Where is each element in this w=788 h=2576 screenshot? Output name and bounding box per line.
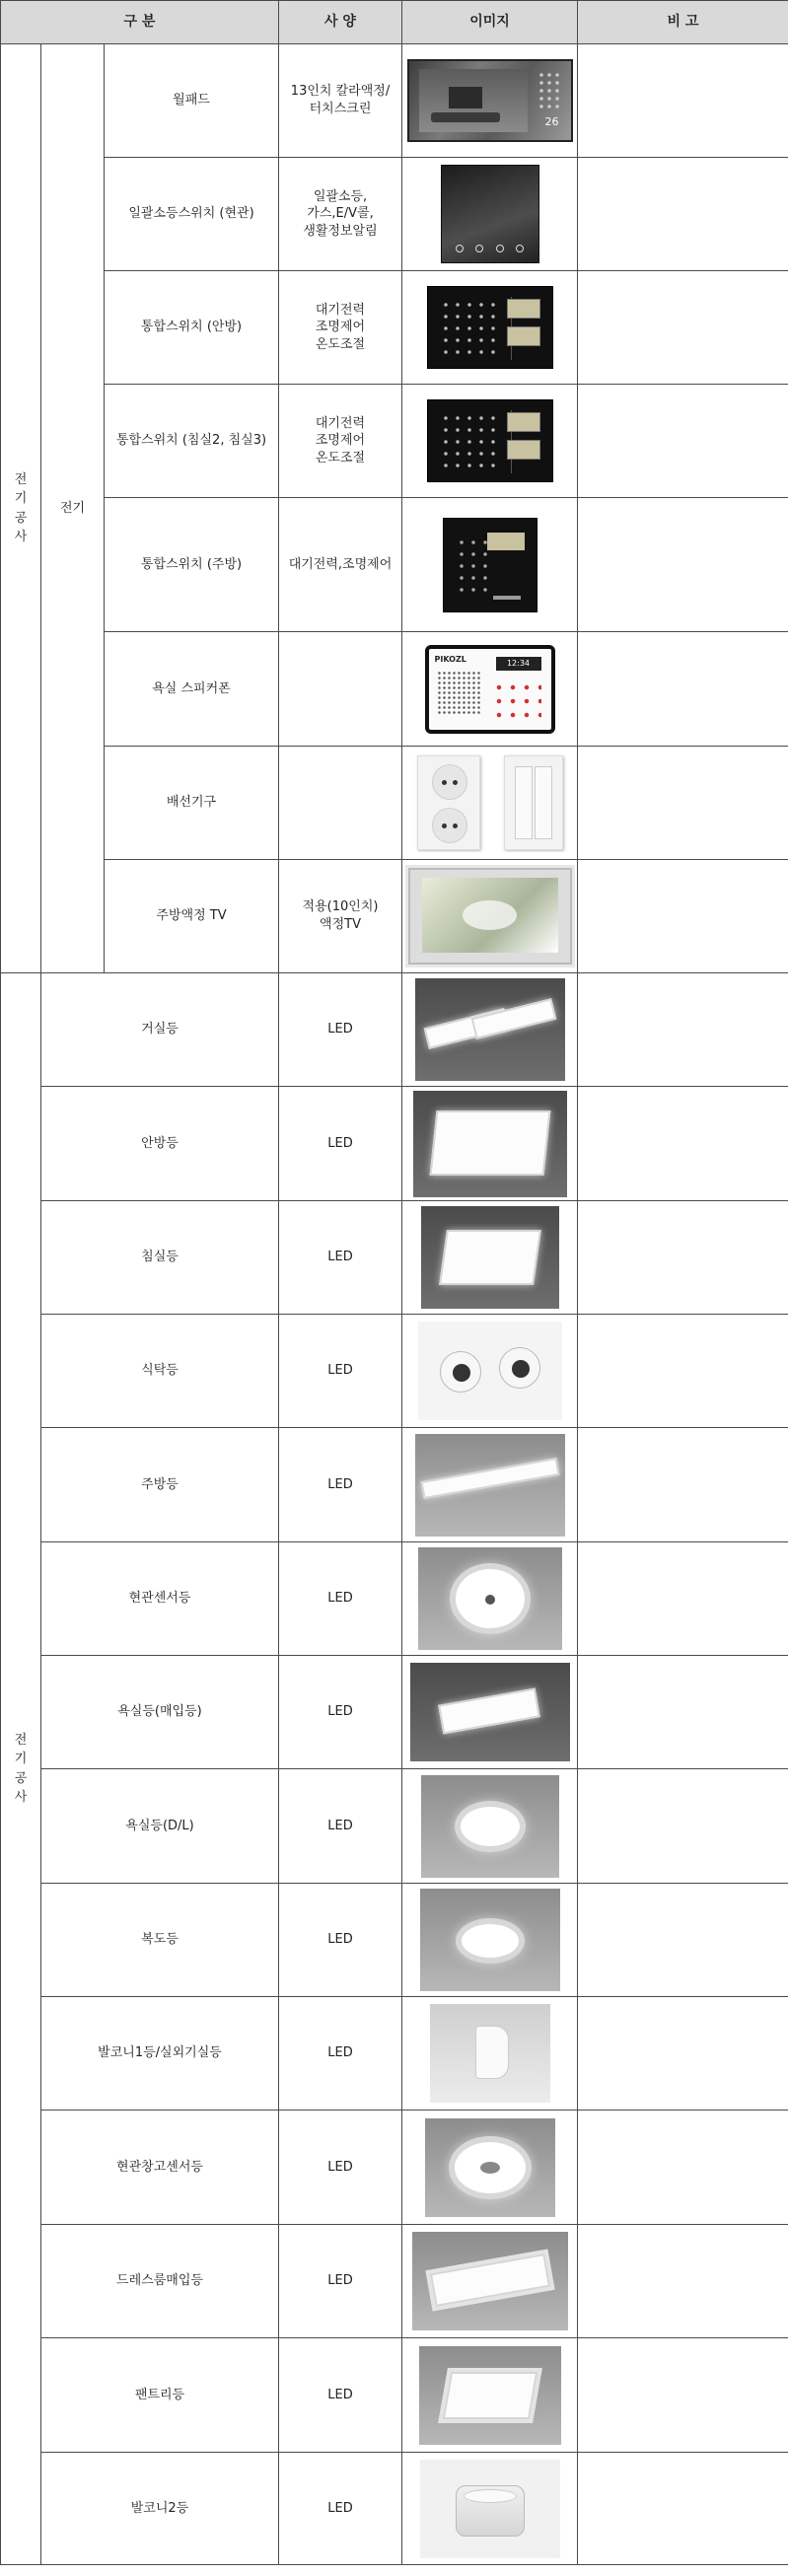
speakerphone-icon: PIKOZL 12:34 — [425, 645, 555, 734]
item-spec: LED — [279, 1884, 402, 1997]
item-name: 팬트리등 — [41, 2338, 279, 2453]
header-category: 구 분 — [1, 1, 279, 44]
item-image — [402, 1769, 578, 1884]
item-name: 통합스위치 (주방) — [105, 498, 279, 632]
item-image — [402, 2111, 578, 2225]
item-name: 식탁등 — [41, 1315, 279, 1428]
item-name: 욕실등(매입등) — [41, 1656, 279, 1769]
item-note — [578, 385, 788, 498]
item-image — [402, 2225, 578, 2338]
item-image — [402, 632, 578, 747]
item-spec: 13인치 칼라액정/ 터치스크린 — [279, 44, 402, 158]
item-spec: LED — [279, 2225, 402, 2338]
item-note — [578, 2225, 788, 2338]
item-image — [402, 2453, 578, 2565]
table-row — [1, 385, 788, 498]
item-note — [578, 498, 788, 632]
item-name: 발코니1등/실외기실등 — [41, 1997, 279, 2111]
recessed-light-icon — [419, 2346, 561, 2445]
item-name: 통합스위치 (안방) — [105, 271, 279, 385]
recessed-light-icon — [410, 1663, 570, 1761]
table-row — [1, 747, 788, 860]
item-spec: LED — [279, 1997, 402, 2111]
item-note — [578, 747, 788, 860]
downlight-icon — [420, 1889, 560, 1991]
item-spec: LED — [279, 1769, 402, 1884]
item-spec: LED — [279, 1201, 402, 1315]
item-image — [402, 271, 578, 385]
item-name: 욕실등(D/L) — [41, 1769, 279, 1884]
item-name: 현관센서등 — [41, 1542, 279, 1656]
item-spec: LED — [279, 1656, 402, 1769]
item-name: 침실등 — [41, 1201, 279, 1315]
item-note — [578, 44, 788, 158]
item-note — [578, 2338, 788, 2453]
item-note — [578, 1884, 788, 1997]
item-name: 현관창고센서등 — [41, 2111, 279, 2225]
item-note — [578, 632, 788, 747]
ceiling-light-icon — [413, 1091, 567, 1197]
table-header-row — [1, 1, 788, 44]
item-image — [402, 1542, 578, 1656]
item-name: 주방액정 TV — [105, 860, 279, 973]
item-name: 드레스룸매입등 — [41, 2225, 279, 2338]
tv-icon — [405, 865, 575, 967]
item-spec: 적용(10인치) 액정TV — [279, 860, 402, 973]
table-row — [1, 498, 788, 632]
table-row — [1, 1884, 788, 1997]
item-spec: 대기전력,조명제어 — [279, 498, 402, 632]
item-spec: LED — [279, 1087, 402, 1201]
item-image — [402, 1428, 578, 1542]
table-row — [1, 1087, 788, 1201]
item-note — [578, 158, 788, 271]
item-spec: 대기전력 조명제어 온도조절 — [279, 271, 402, 385]
sensor-light-icon — [418, 1547, 562, 1650]
item-spec: LED — [279, 2338, 402, 2453]
table-row — [1, 1315, 788, 1428]
item-image — [402, 747, 578, 860]
item-spec: 대기전력 조명제어 온도조절 — [279, 385, 402, 498]
item-name: 통합스위치 (침실2, 침실3) — [105, 385, 279, 498]
item-note — [578, 1201, 788, 1315]
downlight-icon — [421, 1775, 559, 1878]
item-image — [402, 385, 578, 498]
recessed-light-icon — [412, 2232, 568, 2330]
item-note — [578, 1428, 788, 1542]
item-note — [578, 271, 788, 385]
table-row — [1, 1542, 788, 1656]
wall-light-icon — [430, 2004, 550, 2103]
item-name: 배선기구 — [105, 747, 279, 860]
kitchen-switch-icon — [443, 518, 537, 612]
item-spec: LED — [279, 1428, 402, 1542]
table-row — [1, 2225, 788, 2338]
item-spec: LED — [279, 1542, 402, 1656]
item-name: 일괄소등스위치 (현관) — [105, 158, 279, 271]
item-image — [402, 158, 578, 271]
item-note — [578, 860, 788, 973]
item-image — [402, 44, 578, 158]
item-spec: LED — [279, 1315, 402, 1428]
item-note — [578, 1997, 788, 2111]
item-image — [402, 1087, 578, 1201]
integrated-switch-icon — [427, 399, 553, 482]
outlet-icon — [417, 755, 480, 850]
table-row — [1, 1428, 788, 1542]
table-row — [1, 2453, 788, 2565]
item-image — [402, 1884, 578, 1997]
subgroup-label: 전기 — [41, 44, 105, 973]
table-row — [1, 1201, 788, 1315]
spot-light-icon — [418, 1322, 562, 1420]
item-image — [402, 1315, 578, 1428]
ceiling-light-icon — [415, 978, 565, 1081]
table-row — [1, 973, 788, 1087]
item-note — [578, 1656, 788, 1769]
item-name: 발코니2등 — [41, 2453, 279, 2565]
item-spec: 일괄소등, 가스,E/V콜, 생활정보알림 — [279, 158, 402, 271]
item-note — [578, 1315, 788, 1428]
table-row — [1, 860, 788, 973]
item-image — [402, 498, 578, 632]
switch-icon — [441, 165, 539, 263]
table-row — [1, 1997, 788, 2111]
table-row — [1, 2111, 788, 2225]
item-note — [578, 973, 788, 1087]
item-note — [578, 1087, 788, 1201]
cylinder-light-icon — [420, 2460, 560, 2558]
table-row — [1, 632, 788, 747]
item-image — [402, 1656, 578, 1769]
table-row — [1, 158, 788, 271]
item-name: 주방등 — [41, 1428, 279, 1542]
header-image: 이미지 — [402, 1, 578, 44]
table-row — [1, 271, 788, 385]
light-switch-icon — [504, 755, 563, 850]
group-label-electric-work: 전 기 공 사 — [1, 44, 41, 973]
item-spec: LED — [279, 973, 402, 1087]
item-note — [578, 2453, 788, 2565]
item-spec — [279, 632, 402, 747]
item-spec: LED — [279, 2111, 402, 2225]
item-note — [578, 2111, 788, 2225]
wallpad-icon: 26 — [407, 59, 573, 142]
outlet-icon — [405, 753, 575, 852]
item-image — [402, 2338, 578, 2453]
item-name: 거실등 — [41, 973, 279, 1087]
integrated-switch-icon — [427, 286, 553, 369]
header-note: 비 고 — [578, 1, 788, 44]
item-spec: LED — [279, 2453, 402, 2565]
item-name: 욕실 스피커폰 — [105, 632, 279, 747]
table-row — [1, 1769, 788, 1884]
table-row — [1, 2338, 788, 2453]
group-label-electric-work: 전 기 공 사 — [1, 973, 41, 2565]
linear-light-icon — [415, 1434, 565, 1537]
item-image — [402, 1997, 578, 2111]
item-spec — [279, 747, 402, 860]
item-name: 월패드 — [105, 44, 279, 158]
item-note — [578, 1769, 788, 1884]
item-name: 복도등 — [41, 1884, 279, 1997]
item-image — [402, 1201, 578, 1315]
table-row — [1, 1656, 788, 1769]
header-spec: 사 양 — [279, 1, 402, 44]
table-row — [1, 44, 788, 158]
item-name: 안방등 — [41, 1087, 279, 1201]
item-note — [578, 1542, 788, 1656]
sensor-light-icon — [425, 2118, 555, 2217]
item-image — [402, 860, 578, 973]
item-image — [402, 973, 578, 1087]
ceiling-light-icon — [421, 1206, 559, 1309]
